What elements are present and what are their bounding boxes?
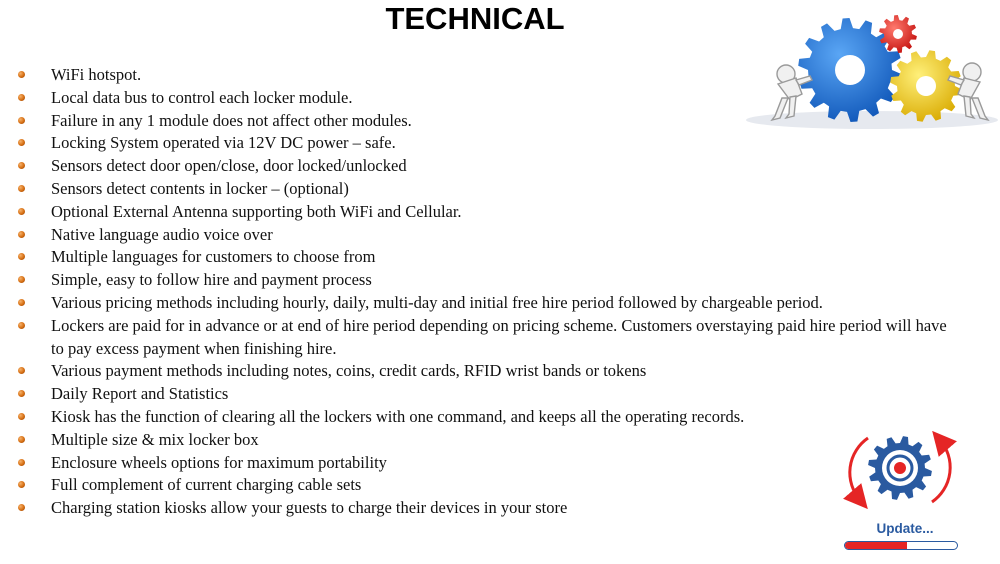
- bullet-item: [18, 315, 958, 361]
- bullet-item: [18, 269, 958, 292]
- bullet-item: [18, 406, 958, 429]
- update-gear-icon: [838, 420, 962, 520]
- bullet-text: Local data bus to control each locker module.: [51, 87, 353, 107]
- bullet-icon: [18, 413, 25, 420]
- bullet-icon: [18, 94, 25, 101]
- bullet-text: Lockers are paid for in advance or at end of hire period depending on pricing scheme. Customers overstaying paid hire period will have to pay excess payment when finishing hire.: [51, 315, 947, 358]
- update-progress-bar: [844, 541, 958, 550]
- bullet-text: Charging station kiosks allow your guests to charge their devices in your store: [51, 498, 568, 518]
- bullet-text: Optional External Antenna supporting both WiFi and Cellular.: [51, 201, 462, 221]
- bullet-icon: [18, 367, 25, 374]
- bullet-icon: [18, 390, 25, 397]
- bullet-item: [18, 383, 958, 406]
- bullet-item: [18, 429, 958, 452]
- bullet-item: [18, 132, 958, 155]
- bullet-icon: [18, 162, 25, 169]
- bullet-item: [18, 474, 958, 497]
- bullet-text: Enclosure wheels options for maximum portability: [51, 452, 387, 472]
- bullet-text: Native language audio voice over: [51, 224, 273, 244]
- bullet-icon: [18, 253, 25, 260]
- bullet-item: [18, 360, 958, 383]
- bullet-text: Kiosk has the function of clearing all the lockers with one command, and keeps all the operating records.: [51, 406, 745, 426]
- bullet-item: [18, 178, 958, 201]
- bullet-text: Multiple languages for customers to choose from: [51, 247, 376, 267]
- bullet-item: [18, 201, 958, 224]
- bullet-icon: [18, 322, 25, 329]
- bullet-text: Sensors detect door open/close, door locked/unlocked: [51, 156, 407, 176]
- bullet-item: [18, 155, 958, 178]
- bullet-item: [18, 452, 958, 475]
- bullet-icon: [18, 436, 25, 443]
- update-progress-fill: [845, 542, 907, 549]
- bullet-icon: [18, 231, 25, 238]
- bullet-text: Full complement of current charging cable sets: [51, 475, 362, 495]
- bullet-text: Failure in any 1 module does not affect other modules.: [51, 110, 412, 130]
- refresh-arrow-right: [932, 440, 950, 502]
- bullet-icon: [18, 139, 25, 146]
- bullet-text: Multiple size & mix locker box: [51, 429, 259, 449]
- bullet-icon: [18, 481, 25, 488]
- bullet-item: [18, 497, 958, 520]
- bullet-icon: [18, 299, 25, 306]
- bullet-item: [18, 246, 958, 269]
- slide-title: TECHNICAL: [385, 1, 565, 36]
- yellow-gear-icon: [890, 50, 962, 122]
- bullet-text: Simple, easy to follow hire and payment process: [51, 270, 372, 290]
- bullet-icon: [18, 276, 25, 283]
- bullet-text: Locking System operated via 12V DC power – safe.: [51, 133, 396, 153]
- bullet-text: Various payment methods including notes, coins, credit cards, RFID wrist bands or tokens: [51, 361, 647, 381]
- bullet-text: WiFi hotspot.: [51, 65, 142, 84]
- bullet-icon: [18, 208, 25, 215]
- figures-pushing-gears-icon: [744, 12, 1000, 130]
- bullet-icon: [18, 459, 25, 466]
- left-figure-icon: [772, 65, 812, 120]
- bullet-list: [18, 64, 958, 520]
- update-label: Update...: [876, 521, 934, 536]
- bullet-item: [18, 292, 958, 315]
- bullet-icon: [18, 117, 25, 124]
- bullet-icon: [18, 504, 25, 511]
- bullet-text: Daily Report and Statistics: [51, 384, 229, 404]
- bullet-item: [18, 224, 958, 247]
- bullet-icon: [18, 185, 25, 192]
- bullet-icon: [18, 71, 25, 78]
- refresh-arrow-left: [850, 438, 868, 500]
- bullet-text: Various pricing methods including hourly, daily, multi-day and initial free hire period followed by chargeable period.: [51, 292, 823, 312]
- bullet-text: Sensors detect contents in locker – (optional): [51, 178, 349, 198]
